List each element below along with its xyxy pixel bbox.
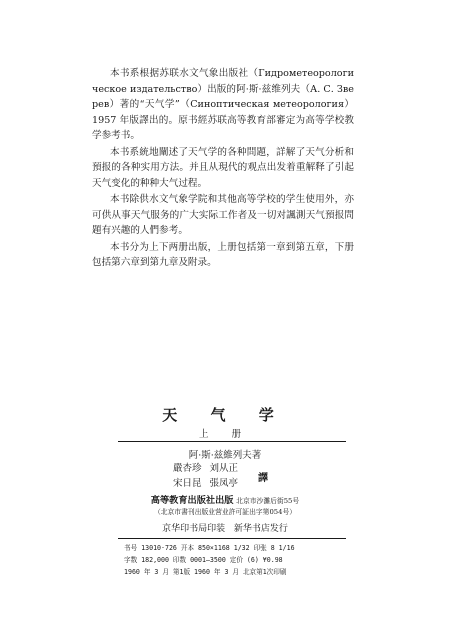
- author-line: 阿·斯·兹維列夫著: [188, 450, 262, 461]
- intro-paragraph-volumes: 本书分为上下两册出版，上册包括第一章到第五章，下册包括第六章到第九章及附录。: [92, 241, 354, 268]
- translators-block: [173, 461, 238, 491]
- intro-paragraph-source: 本书系根据苏联水文气象出版社（Гидрометеорологическое издательство）出版的阿·斯·兹维列夫（А. С. Зверев）著的“天气学”（Синоптическая метеорология）1957 年版譯出的。原书經苏联高等教育部審定为高等学校教学参考书。: [92, 68, 354, 141]
- translators-row-1: 嚴杏珍 刘从正: [173, 463, 239, 474]
- book-title: 天 气 学: [162, 406, 288, 424]
- colophon-divider: [118, 538, 346, 539]
- colophon-line-3: 1960 年 3 月 第1版 1960 年 3 月 北京第1次印刷: [124, 568, 287, 576]
- volume-label: 上 册: [198, 429, 252, 440]
- colophon-details: [124, 542, 344, 578]
- intro-paragraph-content: 本书系統地闡述了天气学的各种問題，詳解了天气分析和預报的各种实用方法。并且从現代的观点出发着重解释了引起天气变化的种种大气过程。: [92, 146, 354, 189]
- translation-mark: 譯: [258, 473, 268, 484]
- publisher-address: 北京市沙灘后街55号: [236, 497, 300, 505]
- publisher-line: [0, 492, 450, 506]
- intro-paragraph-audience: 本书除供水文气象学院和其他高等学校的学生使用外，亦可供从事天气服务的广大实际工作者及一切对諷測天气預报問題有兴趣的人們参考。: [92, 194, 354, 236]
- translators-row-2: 宋日昆 張凤亭: [173, 478, 239, 489]
- colophon-line-2: 字数 182,000 印数 0001—3500 定价 (6) ¥0.98: [124, 556, 283, 564]
- colophon-line-1: 书号 13010·726 开本 850×1168 1/32 印张 8 1/16: [124, 544, 295, 552]
- title-divider: [118, 441, 346, 442]
- publisher-name: 高等教育出版社出版: [150, 495, 234, 506]
- book-introduction: [92, 66, 354, 271]
- printer-distributor: 京华印书局印装 新华书店发行: [162, 524, 288, 534]
- publishing-license: （北京市書刊出版业营业許可証出字第054号）: [153, 508, 297, 516]
